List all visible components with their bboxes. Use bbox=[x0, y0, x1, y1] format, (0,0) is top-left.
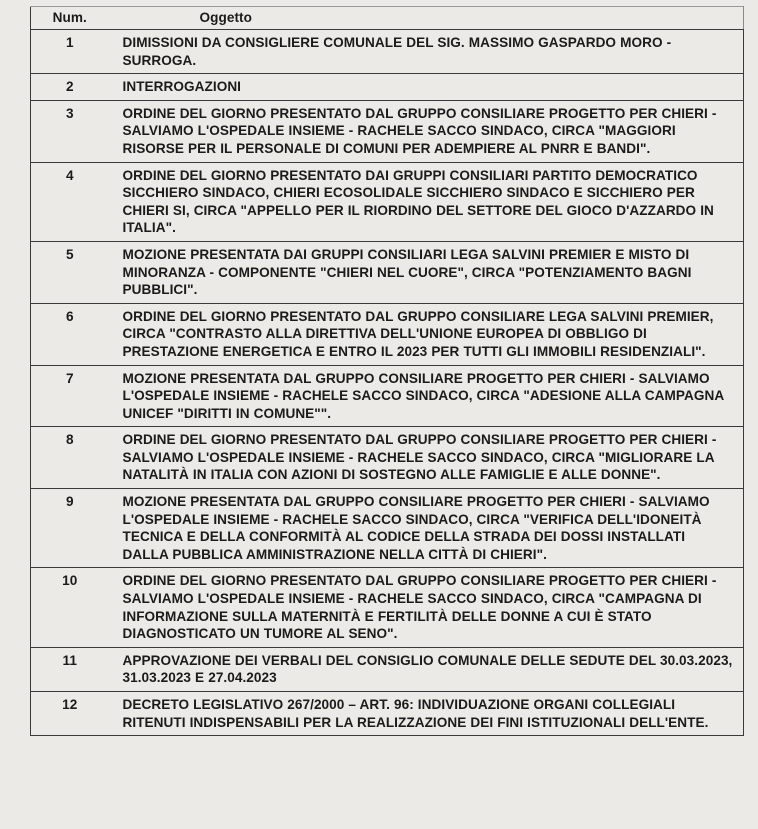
header-subject: Oggetto bbox=[109, 7, 744, 30]
table-row bbox=[31, 489, 744, 568]
item-subject: MOZIONE PRESENTATA DAI GRUPPI CONSILIARI LEGA SALVINI PREMIER E MISTO DI MINORANZA - COMPONENTE "CHIERI NEL CUORE", CIRCA "POTENZIAMENTO BAGNI PUBBLICI". bbox=[109, 241, 744, 303]
agenda-table bbox=[30, 6, 744, 736]
item-subject: MOZIONE PRESENTATA DAL GRUPPO CONSILIARE PROGETTO PER CHIERI - SALVIAMO L'OSPEDALE INSIEME - RACHELE SACCO SINDACO, CIRCA "VERIFICA DELL'IDONEITÀ TECNICA E DELLA CONFORMITÀ AL CODICE DELLA STRADA DEI DOSSI INSTALLATI DALLA PUBBLICA AMMINISTRAZIONE NELLA CITTÀ DI CHIERI". bbox=[109, 489, 744, 568]
item-subject: INTERROGAZIONI bbox=[109, 74, 744, 101]
item-number: 10 bbox=[31, 568, 109, 647]
table-row bbox=[31, 568, 744, 647]
table-row bbox=[31, 365, 744, 427]
item-number: 9 bbox=[31, 489, 109, 568]
item-number: 11 bbox=[31, 647, 109, 691]
table-row bbox=[31, 100, 744, 162]
table-row bbox=[31, 74, 744, 101]
item-number: 6 bbox=[31, 303, 109, 365]
item-number: 5 bbox=[31, 241, 109, 303]
table-row bbox=[31, 303, 744, 365]
item-subject: MOZIONE PRESENTATA DAL GRUPPO CONSILIARE PROGETTO PER CHIERI - SALVIAMO L'OSPEDALE INSIEME - RACHELE SACCO SINDACO, CIRCA "ADESIONE ALLA CAMPAGNA UNICEF "DIRITTI IN COMUNE"". bbox=[109, 365, 744, 427]
item-subject: ORDINE DEL GIORNO PRESENTATO DAL GRUPPO CONSILIARE LEGA SALVINI PREMIER, CIRCA "CONTRASTO ALLA DIRETTIVA DELL'UNIONE EUROPEA DI OBBLIGO DI PRESTAZIONE ENERGETICA E ENTRO IL 2023 PER TUTTI GLI IMMOBILI RESIDENZIALI". bbox=[109, 303, 744, 365]
item-number: 3 bbox=[31, 100, 109, 162]
table-row bbox=[31, 241, 744, 303]
table-row bbox=[31, 427, 744, 489]
item-subject: ORDINE DEL GIORNO PRESENTATO DAL GRUPPO CONSILIARE PROGETTO PER CHIERI - SALVIAMO L'OSPEDALE INSIEME - RACHELE SACCO SINDACO, CIRCA "CAMPAGNA DI INFORMAZIONE SULLA MATERNITÀ E FERTILITÀ DELLE DONNE A CUI È STATO DIAGNOSTICATO UN TUMORE AL SENO". bbox=[109, 568, 744, 647]
item-number: 2 bbox=[31, 74, 109, 101]
item-subject: DECRETO LEGISLATIVO 267/2000 – ART. 96: INDIVIDUAZIONE ORGANI COLLEGIALI RITENUTI INDISPENSABILI PER LA REALIZZAZIONE DEI FINI ISTITUZIONALI DELL'ENTE. bbox=[109, 692, 744, 736]
header-num: Num. bbox=[31, 7, 109, 30]
table-row bbox=[31, 162, 744, 241]
item-subject: ORDINE DEL GIORNO PRESENTATO DAL GRUPPO CONSILIARE PROGETTO PER CHIERI - SALVIAMO L'OSPEDALE INSIEME - RACHELE SACCO SINDACO, CIRCA "MIGLIORARE LA NATALITÀ IN ITALIA CON AZIONI DI SOSTEGNO ALLE FAMIGLIE E ALLE DONNE". bbox=[109, 427, 744, 489]
item-number: 8 bbox=[31, 427, 109, 489]
item-number: 1 bbox=[31, 30, 109, 74]
item-subject: APPROVAZIONE DEI VERBALI DEL CONSIGLIO COMUNALE DELLE SEDUTE DEL 30.03.2023, 31.03.2023 E 27.04.2023 bbox=[109, 647, 744, 691]
item-subject: ORDINE DEL GIORNO PRESENTATO DAL GRUPPO CONSILIARE PROGETTO PER CHIERI - SALVIAMO L'OSPEDALE INSIEME - RACHELE SACCO SINDACO, CIRCA "MAGGIORI RISORSE PER IL PERSONALE DI COMUNI PER ADEMPIERE AL PNRR E BANDI". bbox=[109, 100, 744, 162]
item-number: 7 bbox=[31, 365, 109, 427]
table-row bbox=[31, 692, 744, 736]
item-subject: DIMISSIONI DA CONSIGLIERE COMUNALE DEL SIG. MASSIMO GASPARDO MORO - SURROGA. bbox=[109, 30, 744, 74]
table-header-row bbox=[31, 7, 744, 30]
agenda-body bbox=[31, 30, 744, 736]
table-row bbox=[31, 647, 744, 691]
item-subject: ORDINE DEL GIORNO PRESENTATO DAI GRUPPI CONSILIARI PARTITO DEMOCRATICO SICCHIERO SINDACO, CHIERI ECOSOLIDALE SICCHIERO SINDACO E SICCHIERO PER CHIERI SI, CIRCA "APPELLO PER IL RIORDINO DEL SETTORE DEL GIOCO D'AZZARDO IN ITALIA". bbox=[109, 162, 744, 241]
table-row bbox=[31, 30, 744, 74]
item-number: 12 bbox=[31, 692, 109, 736]
item-number: 4 bbox=[31, 162, 109, 241]
